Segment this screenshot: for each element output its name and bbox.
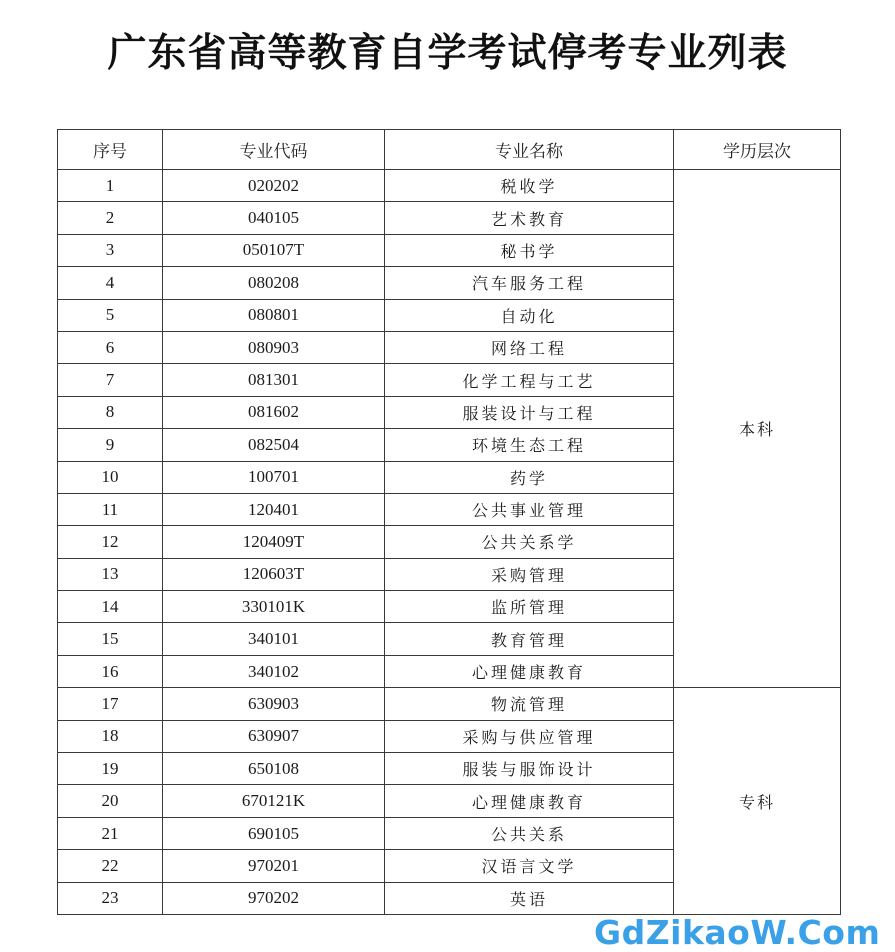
row-seq: 10 [58,461,163,493]
row-major-code: 081301 [163,364,385,396]
row-major-name: 服装设计与工程 [385,396,674,428]
row-seq: 18 [58,720,163,752]
row-seq: 15 [58,623,163,655]
row-major-name: 环境生态工程 [385,429,674,461]
row-seq: 6 [58,331,163,363]
row-major-name: 英语 [385,882,674,914]
row-major-code: 080903 [163,331,385,363]
row-major-name: 服装与服饰设计 [385,753,674,785]
page-title: 广东省高等教育自学考试停考专业列表 [107,30,788,76]
row-major-code: 040105 [163,202,385,234]
row-major-name: 心理健康教育 [385,785,674,817]
row-seq: 4 [58,267,163,299]
watermark-logo: GdZikaoW.Com [594,913,881,952]
row-education-level: 本科 [674,170,841,688]
row-major-code: 080801 [163,299,385,331]
row-major-code: 690105 [163,817,385,849]
row-major-code: 650108 [163,753,385,785]
row-seq: 5 [58,299,163,331]
row-major-code: 330101K [163,591,385,623]
row-major-code: 120401 [163,493,385,525]
row-major-name: 监所管理 [385,591,674,623]
row-seq: 17 [58,688,163,720]
row-seq: 7 [58,364,163,396]
row-seq: 12 [58,526,163,558]
row-seq: 23 [58,882,163,914]
row-major-code: 020202 [163,170,385,202]
row-major-name: 采购与供应管理 [385,720,674,752]
table-row [58,688,841,720]
row-major-code: 081602 [163,396,385,428]
row-major-code: 050107T [163,234,385,266]
header-seq: 序号 [58,130,163,170]
row-seq: 8 [58,396,163,428]
row-major-name: 秘书学 [385,234,674,266]
row-major-code: 630903 [163,688,385,720]
row-major-code: 630907 [163,720,385,752]
row-major-name: 心理健康教育 [385,655,674,687]
major-list-table [57,129,841,915]
header-level: 学历层次 [674,130,841,170]
table-body [58,170,841,915]
row-major-name: 公共关系学 [385,526,674,558]
row-major-code: 080208 [163,267,385,299]
row-major-name: 采购管理 [385,558,674,590]
row-major-name: 药学 [385,461,674,493]
row-seq: 19 [58,753,163,785]
row-major-code: 120409T [163,526,385,558]
row-major-code: 340101 [163,623,385,655]
table-header-row [58,130,841,170]
row-seq: 16 [58,655,163,687]
row-seq: 21 [58,817,163,849]
table-row [58,170,841,202]
row-major-name: 汉语言文学 [385,850,674,882]
row-seq: 22 [58,850,163,882]
row-major-code: 670121K [163,785,385,817]
row-major-name: 税收学 [385,170,674,202]
row-education-level: 专科 [674,688,841,915]
row-major-code: 970202 [163,882,385,914]
header-code: 专业代码 [163,130,385,170]
row-seq: 1 [58,170,163,202]
row-seq: 9 [58,429,163,461]
row-seq: 3 [58,234,163,266]
row-major-code: 082504 [163,429,385,461]
header-name: 专业名称 [385,130,674,170]
row-major-code: 120603T [163,558,385,590]
row-major-name: 公共事业管理 [385,493,674,525]
row-major-name: 公共关系 [385,817,674,849]
row-major-name: 教育管理 [385,623,674,655]
row-major-name: 化学工程与工艺 [385,364,674,396]
row-seq: 2 [58,202,163,234]
row-major-name: 自动化 [385,299,674,331]
row-seq: 20 [58,785,163,817]
row-seq: 11 [58,493,163,525]
row-major-name: 物流管理 [385,688,674,720]
row-seq: 14 [58,591,163,623]
row-major-name: 汽车服务工程 [385,267,674,299]
row-seq: 13 [58,558,163,590]
row-major-code: 970201 [163,850,385,882]
row-major-code: 340102 [163,655,385,687]
row-major-name: 艺术教育 [385,202,674,234]
row-major-name: 网络工程 [385,331,674,363]
row-major-code: 100701 [163,461,385,493]
